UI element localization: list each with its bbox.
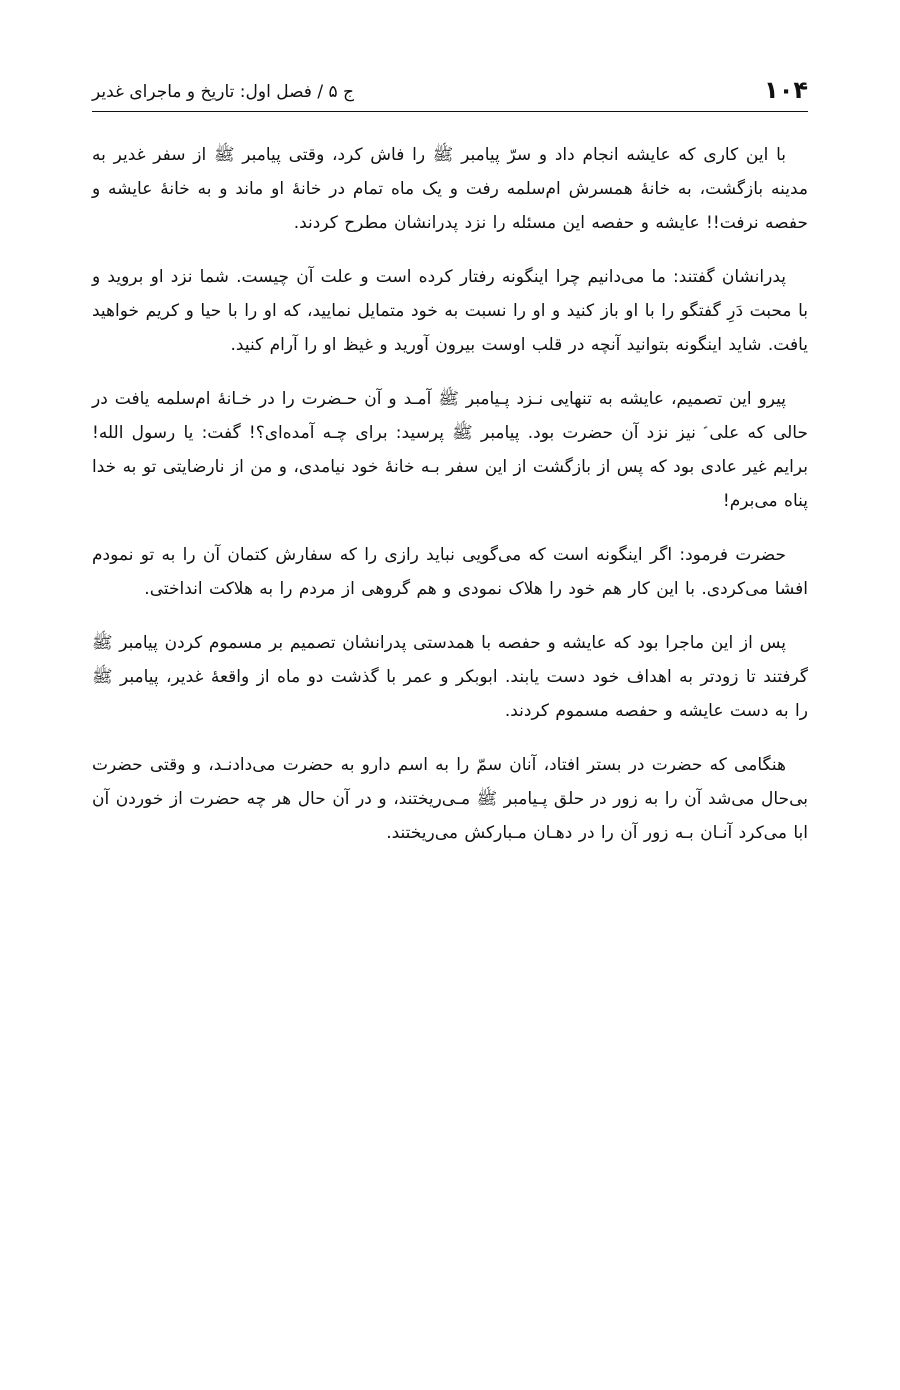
paragraph-5: پس از این ماجرا بود که عایشه و حفصه با همدستی پدرانشان تصمیم بر مسموم کردن پیامبر ﷺ گرفتند تا زودتر به اهداف خود دست یابند. ابوبکر و عمر با گذشت دو ماه از واقعهٔ غدیر، پیامبر ﷺ را به دست عایشه و حفصه مسموم کردند.	[92, 633, 808, 721]
paragraph-1: با این کاری که عایشه انجام داد و سرّ پیامبر ﷺ را فاش کرد، وقتی پیامبر ﷺ از سفر غدیر به مدینه بازگشت، به خانهٔ همسرش ام‌سلمه رفت و یک ماه تمام در خانهٔ او ماند و به خانهٔ عایشه و حفصه نرفت!! عایشه و حفصه این مسئله را نزد پدرانشان مطرح کردند.	[92, 145, 808, 233]
body-text	[92, 138, 808, 870]
running-header	[92, 70, 808, 112]
paragraph-3: پیرو این تصمیم، عایشه به تنهایی نـزد پـیامبر ﷺ آمـد و آن حـضرت را در خـانهٔ ام‌سلمه یافت در حالی که علی ؑ نیز نزد آن حضرت بود. پیامبر ﷺ پرسید: برای چـه آمده‌ای؟! گفت: یا رسول الله! برایم غیر عادی بود که پس از بازگشت از این سفر بـه خانهٔ خود نیامدی، و من از نارضایتی تو به خدا پناه می‌برم!	[92, 389, 808, 511]
paragraph-4: حضرت فرمود: اگر اینگونه است که می‌گویی نباید رازی را که سفارش کتمان آن را به تو نمودم افشا می‌کردی. با این کار هم خود را هلاک نمودی و هم گروهی از مردم را به هلاکت انداختی.	[92, 545, 808, 599]
page-number: ۱۰۴	[764, 76, 808, 104]
paragraph-6: هنگامی که حضرت در بستر افتاد، آنان سمّ را به اسم دارو به حضرت می‌دادنـد، و وقتی حضرت بی‌حال می‌شد آن را به زور در حلق پـیامبر ﷺ مـی‌ریختند، و در آن حال هر چه حضرت از خوردن آن ابا می‌کرد آنـان بـه زور آن را در دهـان مـبارکش می‌ریختند.	[92, 755, 808, 843]
paragraph-2: پدرانشان گفتند: ما می‌دانیم چرا اینگونه رفتار کرده است و علت آن چیست. شما نزد او بروید و با محبت دَرِ گفتگو را با او باز کنید و او را نسبت به خود متمایل نمایید، که او را با حیا و کریم خواهید یافت. شاید اینگونه بتوانید آنچه در قلب اوست بیرون آورید و غیظ او را آرام کنید.	[92, 267, 808, 355]
running-header-title: ج ۵ / فصل اول: تاریخ و ماجرای غدیر	[92, 82, 355, 102]
